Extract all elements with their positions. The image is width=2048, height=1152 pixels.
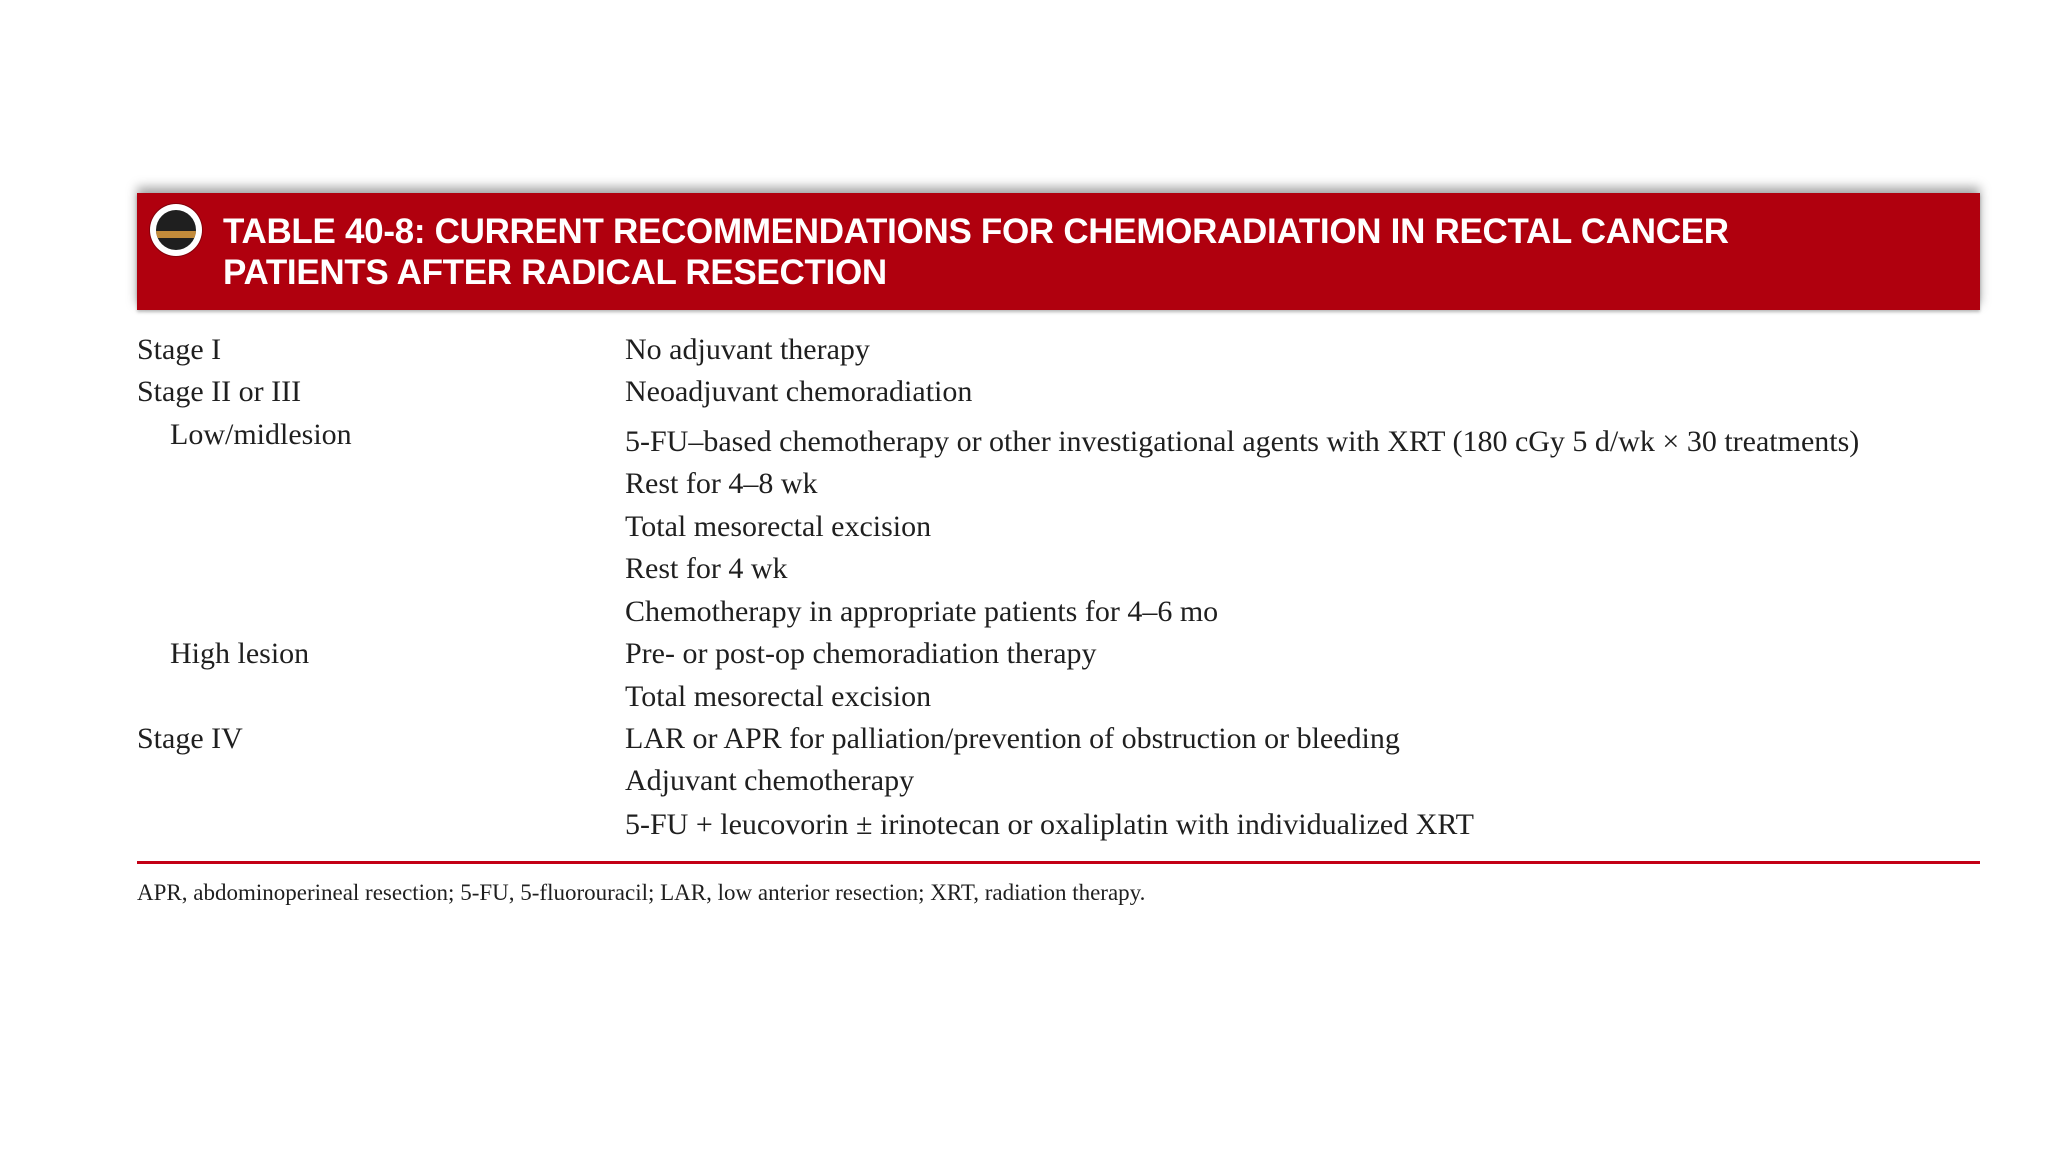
row-value: LAR or APR for palliation/prevention of obstruction or bleeding <box>625 722 1400 755</box>
table-badge-icon-inner <box>156 210 196 250</box>
table-title-line-1: TABLE 40-8: CURRENT RECOMMENDATIONS FOR CHEMORADIATION IN RECTAL CANCER <box>223 212 1729 251</box>
table-row <box>137 761 1980 801</box>
table-row <box>137 507 1980 547</box>
table-row <box>137 372 1980 412</box>
table-row <box>137 592 1980 632</box>
table-title <box>223 211 1963 293</box>
row-value: Neoadjuvant chemoradiation <box>625 375 973 408</box>
table-row <box>137 330 1980 370</box>
table-badge-icon-band <box>156 231 196 238</box>
table-row <box>137 549 1980 589</box>
row-value: Rest for 4–8 wk <box>625 467 818 500</box>
row-value: Chemotherapy in appropriate patients for 4–6 mo <box>625 595 1219 628</box>
row-value: Rest for 4 wk <box>625 552 788 585</box>
table-badge-icon <box>150 204 202 256</box>
row-value: 5-FU–based chemotherapy or other investigational agents with XRT (180 cGy 5 d/wk × 30 treatments) <box>625 425 1860 458</box>
table-title-line-2: PATIENTS AFTER RADICAL RESECTION <box>223 253 887 292</box>
table-row <box>137 634 1980 674</box>
row-value: Pre- or post-op chemoradiation therapy <box>625 637 1097 670</box>
table-row <box>137 677 1980 717</box>
row-value: Total mesorectal excision <box>625 510 932 543</box>
table-footnote: APR, abdominoperineal resection; 5-FU, 5-fluorouracil; LAR, low anterior resection; XRT, radiation therapy. <box>137 880 1146 905</box>
table-header <box>137 193 1980 310</box>
row-value: Adjuvant chemotherapy <box>625 764 915 797</box>
row-label: Low/midlesion <box>170 418 352 451</box>
row-label: High lesion <box>170 637 310 670</box>
row-value: Total mesorectal excision <box>625 680 932 713</box>
table-row <box>137 464 1980 504</box>
table-row <box>137 719 1980 759</box>
table-bottom-rule <box>137 861 1980 864</box>
table-row <box>137 415 1980 458</box>
row-label: Stage I <box>137 333 222 366</box>
row-label: Stage IV <box>137 722 243 755</box>
table-row <box>137 805 1980 845</box>
row-value: 5-FU + leucovorin ± irinotecan or oxaliplatin with individualized XRT <box>625 808 1474 841</box>
row-label: Stage II or III <box>137 375 302 408</box>
row-value: No adjuvant therapy <box>625 333 870 366</box>
